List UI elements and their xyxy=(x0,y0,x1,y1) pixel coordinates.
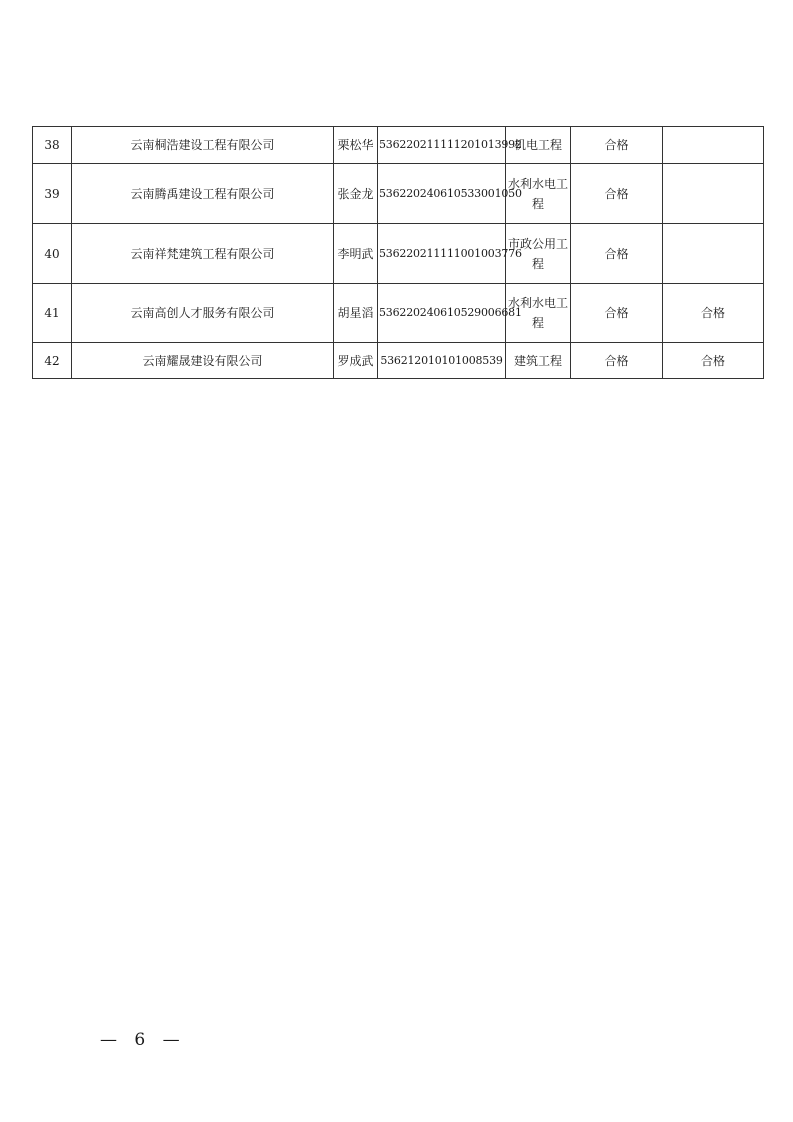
person-name: 栗松华 xyxy=(334,127,378,164)
result-1: 合格 xyxy=(571,284,663,343)
result-2 xyxy=(663,127,764,164)
person-name: 李明武 xyxy=(334,224,378,284)
table-row xyxy=(33,343,764,379)
results-table xyxy=(32,126,764,379)
result-2: 合格 xyxy=(663,284,764,343)
row-number: 42 xyxy=(33,343,72,379)
table-row xyxy=(33,164,764,224)
specialty: 水利水电工程 xyxy=(506,284,571,343)
result-2 xyxy=(663,164,764,224)
result-1: 合格 xyxy=(571,343,663,379)
specialty: 建筑工程 xyxy=(506,343,571,379)
table-row xyxy=(33,284,764,343)
table-row xyxy=(33,224,764,284)
person-name: 罗成武 xyxy=(334,343,378,379)
company-name: 云南祥梵建筑工程有限公司 xyxy=(72,224,334,284)
row-number: 38 xyxy=(33,127,72,164)
specialty: 机电工程 xyxy=(506,127,571,164)
specialty: 水利水电工程 xyxy=(506,164,571,224)
company-name: 云南腾禹建设工程有限公司 xyxy=(72,164,334,224)
person-name: 胡星滔 xyxy=(334,284,378,343)
certificate-number: 536220211111001003776 xyxy=(378,224,506,284)
result-1: 合格 xyxy=(571,224,663,284)
certificate-number: 536220240610533001050 xyxy=(378,164,506,224)
result-2: 合格 xyxy=(663,343,764,379)
page-number: — 6 — xyxy=(100,1030,186,1050)
row-number: 39 xyxy=(33,164,72,224)
certificate-number: 536220240610529006681 xyxy=(378,284,506,343)
row-number: 41 xyxy=(33,284,72,343)
certificate-number: 536220211111201013992 xyxy=(378,127,506,164)
table-row xyxy=(33,127,764,164)
company-name: 云南耀晟建设有限公司 xyxy=(72,343,334,379)
row-number: 40 xyxy=(33,224,72,284)
result-1: 合格 xyxy=(571,164,663,224)
certificate-number: 536212010101008539 xyxy=(378,343,506,379)
person-name: 张金龙 xyxy=(334,164,378,224)
result-1: 合格 xyxy=(571,127,663,164)
result-2 xyxy=(663,224,764,284)
company-name: 云南桐浩建设工程有限公司 xyxy=(72,127,334,164)
company-name: 云南高创人才服务有限公司 xyxy=(72,284,334,343)
specialty: 市政公用工程 xyxy=(506,224,571,284)
